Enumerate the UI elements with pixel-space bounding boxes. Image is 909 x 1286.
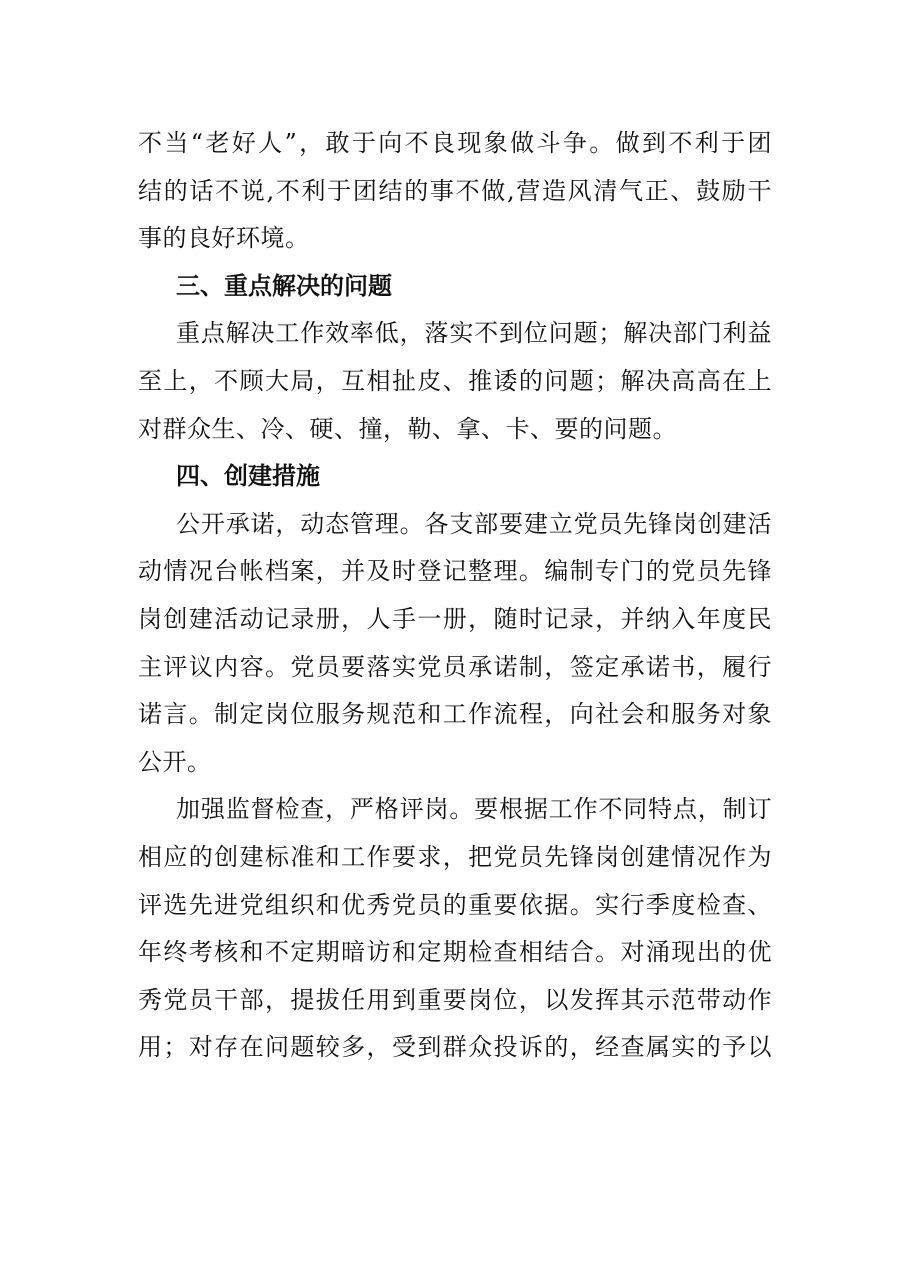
document-body xyxy=(138,120,772,1072)
text-line: 岗创建活动记录册，人手一册，随时记录，并纳入年度民 xyxy=(138,604,772,633)
text-line: 动情况台帐档案，并及时登记整理。编制专门的党员先锋 xyxy=(138,557,772,586)
text-line: 相应的创建标准和工作要求，把党员先锋岗创建情况作为 xyxy=(138,842,772,871)
text-line: 结的话不说,不利于团结的事不做,营造风清气正、鼓励干 xyxy=(138,176,772,205)
paragraph-measures-commitment xyxy=(138,501,772,787)
text-line: 主评议内容。党员要落实党员承诺制，签定承诺书，履行 xyxy=(138,652,772,681)
text-line: 对群众生、冷、硬、撞，勒、拿、卡、要的问题。 xyxy=(138,414,677,443)
text-line: 事的良好环境。 xyxy=(138,224,310,253)
text-line: 诺言。制定岗位服务规范和工作流程，向社会和服务对象 xyxy=(138,700,772,729)
text-line: 公开承诺，动态管理。各支部要建立党员先锋岗创建活 xyxy=(176,509,772,538)
paragraph-problems xyxy=(138,310,772,453)
paragraph-measures-supervision xyxy=(138,786,772,1072)
text-line: 加强监督检查，严格评岗。要根据工作不同特点，制订 xyxy=(176,795,772,824)
paragraph-continuation xyxy=(138,120,772,263)
text-line: 年终考核和不定期暗访和定期检查相结合。对涌现出的优 xyxy=(138,938,772,967)
text-line: 用；对存在问题较多，受到群众投诉的，经查属实的予以 xyxy=(138,1033,772,1062)
text-line: 公开。 xyxy=(138,747,212,776)
section-heading-3: 三、重点解决的问题 xyxy=(176,271,392,300)
text-line: 重点解决工作效率低，落实不到位问题；解决部门利益 xyxy=(176,319,772,348)
section-heading-4: 四、创建措施 xyxy=(176,462,320,491)
text-line: 至上，不顾大局，互相扯皮、推诿的问题；解决高高在上 xyxy=(138,366,772,395)
text-line: 评选先进党组织和优秀党员的重要依据。实行季度检查、 xyxy=(138,890,772,919)
text-line: 不当“老好人”，敢于向不良现象做斗争。做到不利于团 xyxy=(138,129,772,157)
text-line: 秀党员干部，提拔任用到重要岗位，以发挥其示范带动作 xyxy=(138,985,772,1014)
